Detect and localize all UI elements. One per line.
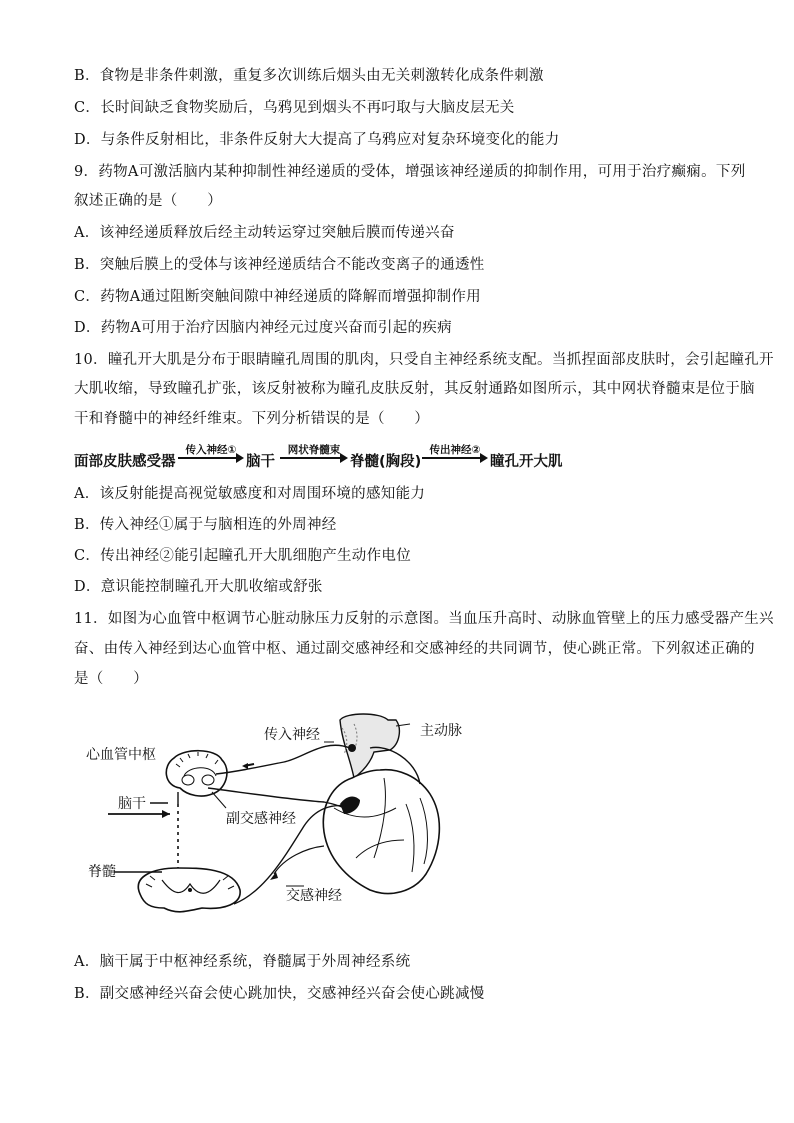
q10-stem-line2: 大肌收缩，导致瞳孔扩张，该反射被称为瞳孔皮肤反射，其反射通路如图所示，其中网状脊髓束是位于脑 <box>74 381 755 397</box>
parasympathetic-nerve-line <box>208 788 344 808</box>
q8-option-c: C．长时间缺乏食物奖励后，乌鸦见到烟头不再叼取与大脑皮层无关 <box>74 100 515 116</box>
q10-option-d: D．意识能控制瞳孔开大肌收缩或舒张 <box>74 579 323 595</box>
q10-option-c: C．传出神经②能引起瞳孔开大肌细胞产生动作电位 <box>74 548 411 564</box>
label-sympathetic: 交感神经 <box>286 888 342 904</box>
label-afferent-nerve: 传入神经 <box>264 727 320 743</box>
parasym-leader <box>212 792 226 808</box>
q9-option-c: C．药物A通过阻断突触间隙中神经递质的降解而增强抑制作用 <box>74 289 481 305</box>
q11-option-b: B．副交感神经兴奋会使心跳加快，交感神经兴奋会使心跳减慢 <box>74 986 485 1002</box>
q10-option-b: B．传入神经①属于与脑相连的外周神经 <box>74 517 337 533</box>
baroreflex-svg <box>84 708 484 918</box>
flow-node-spinal-cord: 脊髓(胸段) <box>350 454 422 470</box>
flow-label-efferent: 传出神经② <box>429 444 481 456</box>
flow-arrow-2 <box>280 457 346 459</box>
label-parasympathetic: 副交感神经 <box>226 811 296 827</box>
spinal-cord-illustration <box>138 868 240 912</box>
afferent-nerve-line <box>216 745 350 774</box>
q11-stem-line1: 11．如图为心血管中枢调节心脏动脉压力反射的示意图。当血压升高时、动脉血管壁上的压力感受器产生兴 <box>74 611 774 627</box>
q11-stem-line3: 是（ ） <box>74 671 148 687</box>
flow-label-afferent: 传入神经① <box>185 444 237 456</box>
q10-stem-line3: 干和脊髓中的神经纤维束。下列分析错误的是（ ） <box>74 411 430 427</box>
q10-option-a: A．该反射能提高视觉敏感度和对周围环境的感知能力 <box>74 486 426 502</box>
q9-stem-line1: 9．药物A可激活脑内某种抑制性神经递质的受体，增强该神经递质的抑制作用，可用于治疗癫痫。下列 <box>74 164 746 180</box>
q9-option-a: A．该神经递质释放后经主动转运穿过突触后膜而传递兴奋 <box>74 225 455 241</box>
q8-option-d: D．与条件反射相比，非条件反射大大提高了乌鸦应对复杂环境变化的能力 <box>74 132 560 148</box>
q8-option-b: B．食物是非条件刺激，重复多次训练后烟头由无关刺激转化成条件刺激 <box>74 68 544 84</box>
q9-option-b: B．突触后膜上的受体与该神经递质结合不能改变离子的通透性 <box>74 257 485 273</box>
reflex-pathway-diagram <box>74 442 634 472</box>
baroreflex-figure <box>84 708 484 918</box>
flow-arrow-1 <box>178 457 242 459</box>
label-cardiovascular-center: 心血管中枢 <box>86 747 156 763</box>
q10-stem-line1: 10．瞳孔开大肌是分布于眼睛瞳孔周围的肌肉，只受自主神经系统支配。当抓捏面部皮肤时，会引起瞳孔开 <box>74 352 774 368</box>
q9-option-d: D．药物A可用于治疗因脑内神经元过度兴奋而引起的疾病 <box>74 320 452 336</box>
flow-node-brainstem: 脑干 <box>246 454 275 470</box>
flow-label-reticulospinal: 网状脊髓束 <box>287 444 341 456</box>
q9-stem-line2: 叙述正确的是（ ） <box>74 193 222 209</box>
q11-option-a: A．脑干属于中枢神经系统，脊髓属于外周神经系统 <box>74 954 411 970</box>
label-brainstem: 脑干 <box>118 796 146 812</box>
q11-stem-line2: 奋、由传入神经到达心血管中枢、通过副交感神经和交感神经的共同调节，使心跳正常。下列叙述正确的 <box>74 641 755 657</box>
flow-node-skin-receptor: 面部皮肤感受器 <box>74 454 176 470</box>
label-spinal-cord: 脊髓 <box>88 864 116 880</box>
label-aorta: 主动脉 <box>420 723 462 739</box>
heart-illustration <box>323 714 439 893</box>
flow-node-dilator-muscle: 瞳孔开大肌 <box>490 454 563 470</box>
flow-arrow-3 <box>422 457 486 459</box>
